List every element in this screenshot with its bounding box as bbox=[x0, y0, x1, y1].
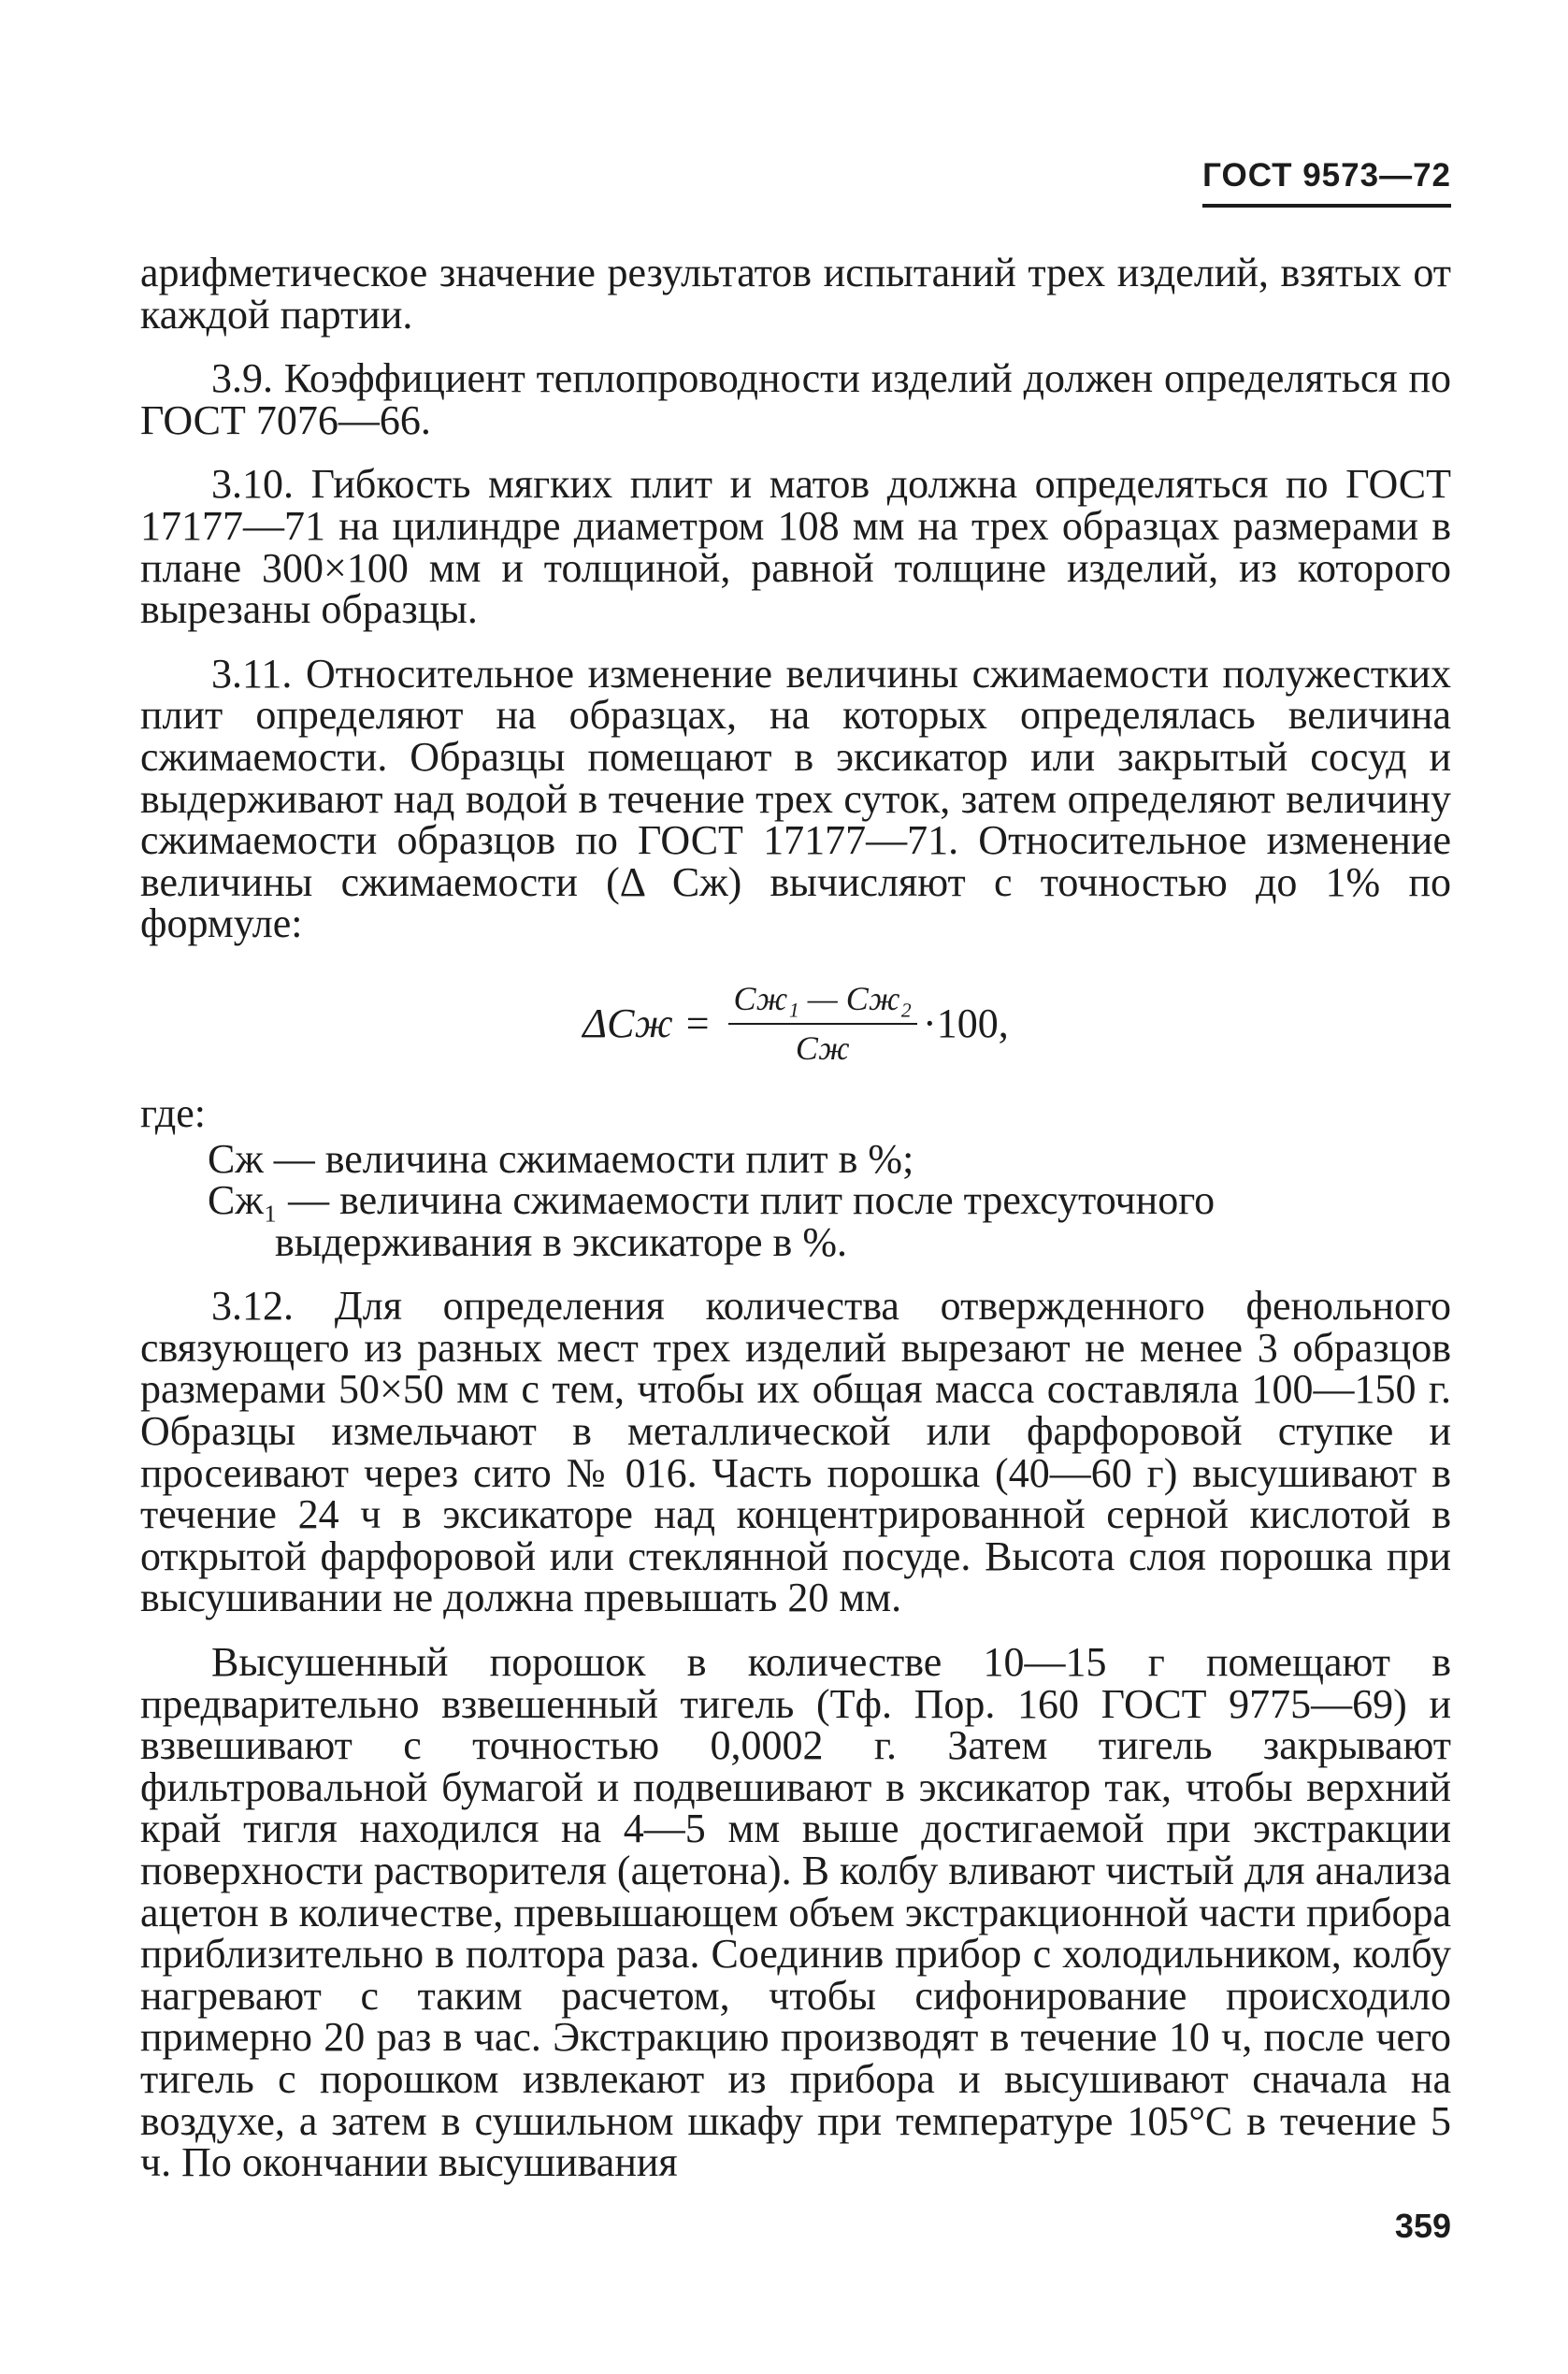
formula-lhs: ΔСж bbox=[583, 1000, 673, 1046]
formula-equals: = bbox=[685, 1000, 710, 1046]
page-body bbox=[140, 252, 1451, 2184]
formula-multiplier: ·100, bbox=[923, 1000, 1009, 1046]
paragraph-3-11: 3.11. Относительное изменение величины сжимаемости полужестких плит определяют на образцах, на которых определялась величина сжимаемости. Образцы помещают в эксикатор или закрытый сосуд и выдерживают над водой в течение трех суток, затем определяют величину сжимаемости образцов по ГОСТ 17177—71. Относительное изменение величины сжимаемости (Δ Сж) вычисляют с точностью до 1% по формуле: bbox=[140, 650, 1451, 947]
page-number: 359 bbox=[1394, 2207, 1451, 2245]
formula-fraction bbox=[728, 978, 918, 1069]
document-header: ГОСТ 9573—72 bbox=[1202, 157, 1451, 208]
paragraph-3-9: 3.9. Коэффициент теплопроводности изделий должен определяться по ГОСТ 7076—66. bbox=[140, 355, 1451, 443]
compressibility-formula bbox=[140, 945, 1451, 1093]
paragraph-continuation: арифметическое значение результатов испытаний трех изделий, взятых от каждой партии. bbox=[140, 250, 1451, 338]
formula-denominator: Сж bbox=[795, 1029, 850, 1067]
definition-cj: Сж — величина сжимаемости плит в %; bbox=[208, 1135, 914, 1182]
formula-definitions bbox=[140, 1135, 1451, 1265]
definition-cj1: Сж₁ — величина сжимаемости плит после трехсуточного выдерживания в эксикаторе в %. bbox=[208, 1177, 1216, 1265]
paragraph-3-12: 3.12. Для определения количества отвержденного фенольного связующего из разных мест трех изделий вырезают не менее 3 образцов размерами 50×50 мм с тем, чтобы их общая масса составляла 100—150 г. Образцы измельчают в металлической или фарфоровой ступке и просеивают через сито № 016. Часть порошка (40—60 г) высушивают в течение 24 ч в эксикаторе над концентрированной серной кислотой в открытой фарфоровой или стеклянной посуде. Высота слоя порошка при высушивании не должна превышать 20 мм. bbox=[140, 1283, 1451, 1621]
paragraph-drying-procedure: Высушенный порошок в количестве 10—15 г помещают в предварительно взвешенный тигель (Тф. Пор. 160 ГОСТ 9775—69) и взвешивают с точностью 0,0002 г. Затем тигель закрывают фильтровальной бумагой и подвешивают в эксикатор так, чтобы верхний край тигля находился на 4—5 мм выше достигаемой при экстракции поверхности растворителя (ацетона). В колбу вливают чистый для анализа ацетон в количестве, превышающем объем экстракционной части прибора приблизительно в полтора раза. Соединив прибор с холодильником, колбу нагревают с таким расчетом, чтобы сифонирование происходило примерно 20 раз в час. Экстракцию производят в течение 10 ч, после чего тигель с порошком извлекают из прибора и высушивают сначала на воздухе, а затем в сушильном шкафу при температуре 105°С в течение 5 ч. По окончании высушивания bbox=[140, 1639, 1451, 2186]
formula-numerator: Сж₁ — Сж₂ bbox=[728, 978, 918, 1025]
paragraph-3-10: 3.10. Гибкость мягких плит и матов должна определяться по ГОСТ 17177—71 на цилиндре диаметром 108 мм на трех образцах размерами в плане 300×100 мм и толщиной, равной толщине изделий, из которого вырезаны образцы. bbox=[140, 461, 1451, 633]
where-label: где: bbox=[140, 1089, 206, 1136]
